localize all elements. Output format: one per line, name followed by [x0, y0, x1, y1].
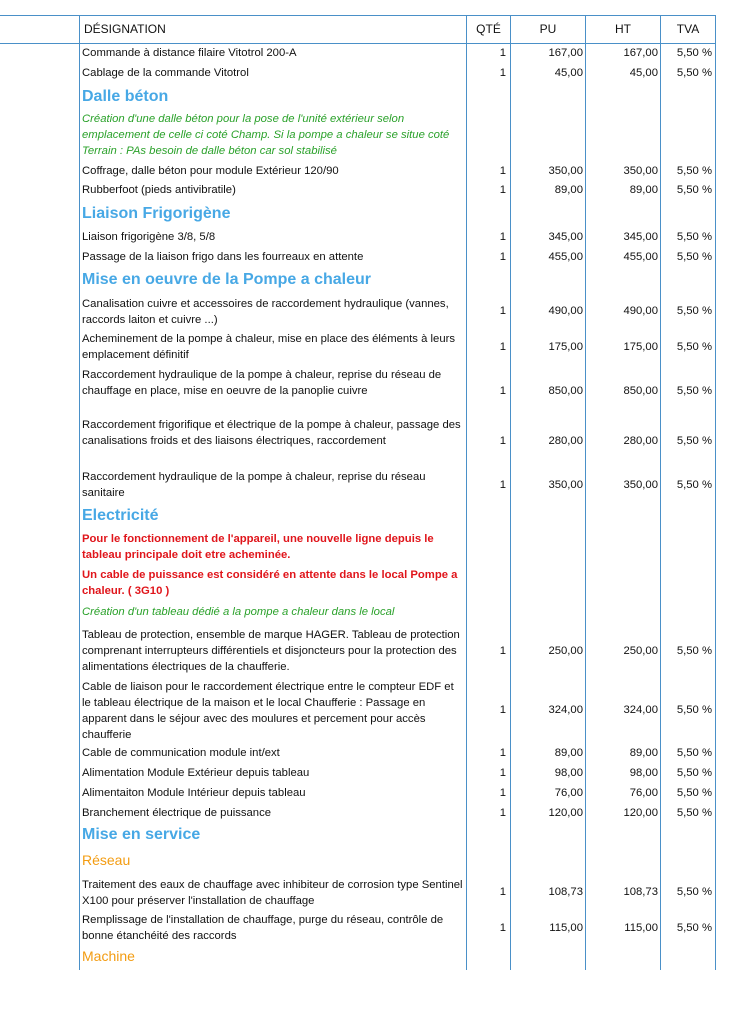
line-item-qty: 1	[499, 787, 506, 799]
line-item-total-ht: 850,00	[623, 385, 658, 397]
line-item-description: Canalisation cuivre et accessoires de raccordement hydraulique (vannes, raccords laiton et cuivre ...)	[82, 298, 449, 326]
line-item-qty: 1	[499, 231, 506, 243]
line-item-vat: 5,50 %	[676, 341, 712, 353]
line-item-description: Tableau de protection, ensemble de marque HAGER. Tableau de protection comprenant interrupteurs différentiels et disjoncteurs pour la protection des alimentations électriques de la chaufferie.	[82, 629, 460, 673]
line-item-qty: 1	[499, 922, 506, 934]
line-item-qty: 1	[499, 184, 506, 196]
line-item-qty: 1	[499, 807, 506, 819]
line-item-vat: 5,50 %	[676, 305, 712, 317]
line-item-total-ht: 45,00	[629, 67, 658, 79]
line-item-qty: 1	[499, 47, 506, 59]
line-item-qty: 1	[499, 479, 506, 491]
line-item-unit-price: 350,00	[548, 479, 583, 491]
column-divider	[585, 15, 586, 970]
line-item-qty: 1	[499, 165, 506, 177]
column-divider	[510, 15, 511, 970]
line-item-vat: 5,50 %	[676, 479, 712, 491]
line-item-unit-price: 45,00	[554, 67, 583, 79]
line-item-unit-price: 89,00	[554, 747, 583, 759]
line-item-qty: 1	[499, 67, 506, 79]
line-item-qty: 1	[499, 305, 506, 317]
line-item-qty: 1	[499, 767, 506, 779]
line-item-qty: 1	[499, 251, 506, 263]
line-item-vat: 5,50 %	[676, 922, 712, 934]
line-item-description: Alimentaiton Module Intérieur depuis tableau	[82, 787, 306, 799]
line-item-total-ht: 490,00	[623, 305, 658, 317]
line-item-unit-price: 324,00	[548, 704, 583, 716]
line-item-vat: 5,50 %	[676, 767, 712, 779]
line-item-total-ht: 175,00	[623, 341, 658, 353]
line-item-vat: 5,50 %	[676, 184, 712, 196]
line-item-description: Raccordement hydraulique de la pompe à chaleur, reprise du réseau de chauffage en place, mise en oeuvre de la panoplie cuivre	[82, 369, 442, 397]
line-item-description: Branchement électrique de puissance	[82, 807, 272, 819]
line-item-unit-price: 115,00	[549, 922, 583, 934]
column-divider	[466, 15, 467, 970]
line-item-unit-price: 455,00	[548, 251, 583, 263]
line-item-qty: 1	[499, 435, 506, 447]
line-item-unit-price: 490,00	[548, 305, 583, 317]
line-item-vat: 5,50 %	[676, 747, 712, 759]
line-item-qty: 1	[499, 341, 506, 353]
line-item-description: Alimentation Module Extérieur depuis tableau	[82, 767, 310, 779]
line-item-vat: 5,50 %	[676, 787, 712, 799]
line-item-total-ht: 280,00	[623, 435, 658, 447]
line-item-vat: 5,50 %	[676, 807, 712, 819]
table-top-border	[0, 15, 716, 16]
line-item-description: Coffrage, dalle béton pour module Extérieur 120/90	[82, 165, 339, 177]
section-heading: Liaison Frigorigène	[82, 205, 231, 222]
line-item-description: Commande à distance filaire Vitotrol 200-A	[82, 47, 297, 59]
line-item-description: Acheminement de la pompe à chaleur, mise en place des éléments à leurs emplacement définitif	[82, 333, 456, 361]
line-item-unit-price: 98,00	[554, 767, 583, 779]
section-heading: Electricité	[82, 507, 159, 524]
line-item-total-ht: 350,00	[623, 479, 658, 491]
section-note-green: Création d'une dalle béton pour la pose de l'unité extérieur selon emplacement de celle ci coté Champ. Si la pompe a chaleur se situe coté Terrain : PAs besoin de dalle béton car sol stabilisé	[82, 113, 450, 157]
line-item-description: Rubberfoot (pieds antivibratile)	[82, 184, 236, 196]
line-item-unit-price: 175,00	[548, 341, 583, 353]
line-item-vat: 5,50 %	[676, 231, 712, 243]
line-item-vat: 5,50 %	[676, 165, 712, 177]
header-designation: DÉSIGNATION	[84, 22, 166, 36]
line-item-description: Passage de la liaison frigo dans les fourreaux en attente	[82, 251, 364, 263]
line-item-total-ht: 167,00	[623, 47, 658, 59]
header-pu: PU	[539, 22, 557, 36]
line-item-description: Raccordement frigorifique et électrique de la pompe à chaleur, passage des canalisations froids et des liaisons électriques, raccordement	[82, 419, 461, 447]
line-item-total-ht: 89,00	[629, 184, 658, 196]
line-item-unit-price: 120,00	[548, 807, 583, 819]
line-item-vat: 5,50 %	[676, 47, 712, 59]
line-item-total-ht: 455,00	[623, 251, 658, 263]
line-item-total-ht: 76,00	[629, 787, 658, 799]
line-item-qty: 1	[499, 385, 506, 397]
line-item-unit-price: 250,00	[548, 645, 583, 657]
line-item-description: Raccordement hydraulique de la pompe à chaleur, reprise du réseau sanitaire	[82, 471, 426, 499]
line-item-total-ht: 89,00	[629, 747, 658, 759]
line-item-total-ht: 115,00	[624, 922, 658, 934]
section-heading: Dalle béton	[82, 88, 169, 105]
line-item-total-ht: 324,00	[623, 704, 658, 716]
line-item-qty: 1	[499, 704, 506, 716]
line-item-vat: 5,50 %	[676, 251, 712, 263]
line-item-vat: 5,50 %	[676, 704, 712, 716]
line-item-total-ht: 250,00	[623, 645, 658, 657]
line-item-unit-price: 76,00	[554, 787, 583, 799]
subsection-heading: Réseau	[82, 852, 131, 868]
line-item-unit-price: 345,00	[548, 231, 583, 243]
section-note-green: Création d'un tableau dédié a la pompe a chaleur dans le local	[82, 606, 395, 618]
header-tva: TVA	[676, 22, 700, 36]
line-item-description: Cable de communication module int/ext	[82, 747, 280, 759]
line-item-unit-price: 108,73	[548, 886, 583, 898]
header-ht: HT	[615, 22, 631, 36]
line-item-description: Remplissage de l'installation de chauffage, purge du réseau, contrôle de bonne étanchéité des raccords	[82, 914, 444, 942]
line-item-vat: 5,50 %	[676, 435, 712, 447]
subsection-heading: Machine	[82, 948, 135, 964]
line-item-unit-price: 167,00	[548, 47, 583, 59]
line-item-qty: 1	[499, 886, 506, 898]
header-bottom-border	[0, 43, 716, 44]
section-heading: Mise en service	[82, 826, 201, 843]
line-item-vat: 5,50 %	[676, 385, 712, 397]
line-item-unit-price: 89,00	[554, 184, 583, 196]
line-item-unit-price: 850,00	[548, 385, 583, 397]
line-item-qty: 1	[499, 747, 506, 759]
line-item-description: Cable de liaison pour le raccordement électrique entre le compteur EDF et le tableau électrique de la maison et le local Chaufferie : Passage en apparent dans le séjour avec des moulures et percement pour accès chaufferie	[82, 681, 454, 741]
line-item-total-ht: 120,00	[623, 807, 658, 819]
line-item-total-ht: 345,00	[623, 231, 658, 243]
line-item-vat: 5,50 %	[676, 67, 712, 79]
line-item-description: Cablage de la commande Vitotrol	[82, 67, 249, 79]
line-item-qty: 1	[499, 645, 506, 657]
column-divider	[715, 15, 716, 970]
line-item-vat: 5,50 %	[676, 645, 712, 657]
header-qte: QTÉ	[476, 22, 501, 36]
line-item-vat: 5,50 %	[676, 886, 712, 898]
line-item-unit-price: 350,00	[548, 165, 583, 177]
section-heading: Mise en oeuvre de la Pompe a chaleur	[82, 271, 371, 288]
line-item-total-ht: 98,00	[629, 767, 658, 779]
line-item-description: Traitement des eaux de chauffage avec inhibiteur de corrosion type Sentinel X100 pour préserver l'installation de chauffage	[82, 879, 463, 907]
line-item-total-ht: 350,00	[623, 165, 658, 177]
line-item-unit-price: 280,00	[548, 435, 583, 447]
section-note-red: Pour le fonctionnement de l'appareil, une nouvelle ligne depuis le tableau principale doit etre acheminée.	[82, 533, 434, 561]
column-divider	[79, 15, 80, 970]
line-item-total-ht: 108,73	[623, 886, 658, 898]
line-item-description: Liaison frigorigène 3/8, 5/8	[82, 231, 216, 243]
section-note-red: Un cable de puissance est considéré en attente dans le local Pompe a chaleur. ( 3G10 )	[82, 569, 458, 597]
column-divider	[660, 15, 661, 970]
